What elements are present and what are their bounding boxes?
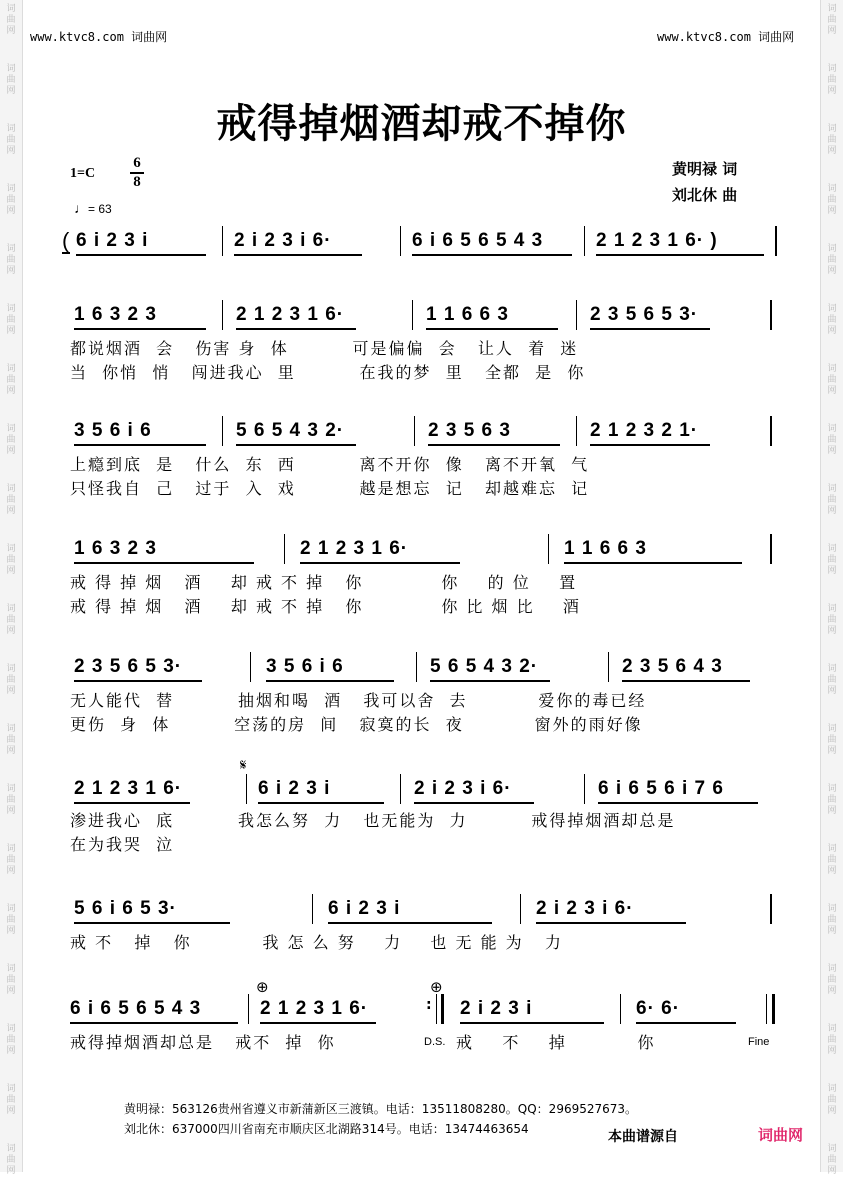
bar-line bbox=[312, 894, 313, 924]
contact-line-composer: 刘北休：637000四川省南充市顺庆区北湖路314号。电话：13474463654 bbox=[124, 1122, 529, 1136]
notation-measure: 6· 6· bbox=[636, 998, 736, 1024]
bar-line bbox=[584, 226, 585, 256]
bar-line bbox=[576, 300, 577, 330]
watermark-text: 词 曲 网 bbox=[6, 604, 16, 636]
bar-line bbox=[222, 226, 223, 256]
watermark-text: 词 曲 网 bbox=[6, 544, 16, 576]
lyric-line-2: 当 你悄 悄 闯进我心 里 在我的梦 里 全都 是 你 bbox=[70, 363, 586, 382]
right-watermark-column bbox=[821, 0, 843, 1176]
segno-icon: 𝄋 bbox=[240, 756, 247, 774]
bar-line bbox=[400, 774, 401, 804]
site-logo[interactable]: 词曲网 bbox=[758, 1126, 804, 1144]
watermark-text: 词 曲 网 bbox=[827, 964, 837, 996]
site-header-right[interactable]: www.ktvc8.com 词曲网 bbox=[657, 30, 795, 44]
lyric-line-ds: 戒 不 掉 你 bbox=[456, 1033, 656, 1052]
watermark-text: 词 曲 网 bbox=[6, 64, 16, 96]
notation-measure: 1 6 3 2 3 bbox=[74, 304, 206, 330]
notation-measure: 2 3 5 6 3 bbox=[428, 420, 560, 446]
bar-line bbox=[766, 994, 767, 1024]
watermark-text: 词 曲 网 bbox=[827, 784, 837, 816]
watermark-text: 词 曲 网 bbox=[827, 1144, 837, 1176]
watermark-text: 词 曲 网 bbox=[6, 724, 16, 756]
bar-line bbox=[246, 774, 247, 804]
watermark-text: 词 曲 网 bbox=[6, 964, 16, 996]
watermark-text: 词 曲 网 bbox=[6, 184, 16, 216]
notation-measure: 2 i 2 3 i 6· bbox=[234, 230, 362, 256]
notation-measure: 2 i 2 3 i 6· bbox=[414, 778, 534, 804]
notation-measure: 2 i 2 3 i bbox=[460, 998, 604, 1024]
watermark-text: 词 曲 网 bbox=[827, 304, 837, 336]
bar-line bbox=[770, 300, 772, 330]
bar-line bbox=[436, 994, 437, 1024]
ds-marking: D.S. bbox=[424, 1036, 446, 1048]
watermark-text: 词 曲 网 bbox=[827, 184, 837, 216]
bar-line bbox=[250, 652, 251, 682]
bar-line bbox=[248, 994, 249, 1024]
watermark-text: 词 曲 网 bbox=[6, 1084, 16, 1116]
time-signature-bottom: 8 bbox=[133, 174, 141, 190]
bar-line bbox=[520, 894, 521, 924]
lyric-line-1: 无人能代 替 抽烟和喝 酒 我可以舍 去 爱你的毒已经 bbox=[70, 691, 647, 710]
watermark-text: 词 曲 网 bbox=[6, 844, 16, 876]
watermark-text: 词 曲 网 bbox=[6, 424, 16, 456]
notation-measure: 6 i 6 5 6 5 4 3 bbox=[70, 998, 238, 1024]
notation-measure: 6 i 2 3 i bbox=[328, 898, 492, 924]
watermark-text: 词 曲 网 bbox=[827, 604, 837, 636]
lyricist-credit: 黄明禄 词 bbox=[672, 160, 738, 178]
time-signature bbox=[130, 156, 144, 190]
lyric-line-1: 戒 得 掉 烟 酒 却 戒 不 掉 你 你 的 位 置 bbox=[70, 573, 578, 592]
notation-measure: 2 3 5 6 5 3· bbox=[590, 304, 710, 330]
bar-line bbox=[412, 300, 413, 330]
intro-paren-open: ( bbox=[62, 228, 71, 253]
lyric-line-1: 戒得掉烟酒却总是 戒不 掉 你 bbox=[70, 1033, 336, 1052]
bar-line bbox=[584, 774, 585, 804]
repeat-dots: : bbox=[426, 997, 432, 1013]
notation-measure: 6 i 6 5 6 i 7 6 bbox=[598, 778, 758, 804]
notation-measure: 2 3 5 6 4 3 bbox=[622, 656, 750, 682]
watermark-text: 词 曲 网 bbox=[827, 904, 837, 936]
watermark-text: 词 曲 网 bbox=[6, 664, 16, 696]
final-bar-line bbox=[772, 994, 775, 1024]
watermark-text: 词 曲 网 bbox=[827, 4, 837, 36]
coda-icon: ⊕ bbox=[256, 978, 269, 996]
bar-line bbox=[620, 994, 621, 1024]
watermark-text: 词 曲 网 bbox=[827, 364, 837, 396]
watermark-text: 词 曲 网 bbox=[827, 124, 837, 156]
bar-line bbox=[548, 534, 549, 564]
watermark-text: 词 曲 网 bbox=[6, 364, 16, 396]
watermark-text: 词 曲 网 bbox=[827, 64, 837, 96]
fine-marking: Fine bbox=[748, 1036, 770, 1048]
bar-line bbox=[284, 534, 285, 564]
notation-measure: 2 1 2 3 1 6· bbox=[74, 778, 190, 804]
contact-line-lyricist: 黄明禄：563126贵州省遵义市新蒲新区三渡镇。电话：13511808280。QQ：2969527673。 bbox=[124, 1102, 638, 1116]
lyric-line-1: 戒 不 掉 你 我 怎 么 努 力 也 无 能 为 力 bbox=[70, 933, 563, 952]
watermark-text: 词 曲 网 bbox=[827, 1084, 837, 1116]
bar-line bbox=[222, 416, 223, 446]
coda-icon: ⊕ bbox=[430, 978, 443, 996]
watermark-text: 词 曲 网 bbox=[6, 244, 16, 276]
bar-line bbox=[608, 652, 609, 682]
watermark-text: 词 曲 网 bbox=[6, 1024, 16, 1056]
notation-measure: 2 1 2 3 2 1· bbox=[590, 420, 710, 446]
bar-line bbox=[222, 300, 223, 330]
watermark-text: 词 曲 网 bbox=[827, 244, 837, 276]
watermark-text: 词 曲 网 bbox=[827, 424, 837, 456]
notation-measure: 2 1 2 3 1 6· bbox=[260, 998, 376, 1024]
bar-line-thick bbox=[441, 994, 444, 1024]
bar-line bbox=[416, 652, 417, 682]
watermark-text: 词 曲 网 bbox=[827, 484, 837, 516]
watermark-text: 词 曲 网 bbox=[827, 544, 837, 576]
watermark-text: 词 曲 网 bbox=[6, 304, 16, 336]
bar-line bbox=[400, 226, 401, 256]
source-label: 本曲谱源自 bbox=[608, 1129, 678, 1145]
notation-measure: 2 1 2 3 1 6· bbox=[300, 538, 460, 564]
bar-line bbox=[770, 894, 772, 924]
notation-measure: 5 6 5 4 3 2· bbox=[236, 420, 356, 446]
lyric-line-2: 只怪我自 己 过于 入 戏 越是想忘 记 却越难忘 记 bbox=[70, 479, 590, 498]
bar-line bbox=[770, 534, 772, 564]
quarter-note-icon: ♩ bbox=[74, 200, 88, 216]
lyric-line-1: 都说烟酒 会 伤害 身 体 可是偏偏 会 让人 着 迷 bbox=[70, 339, 579, 358]
watermark-text: 词 曲 网 bbox=[827, 724, 837, 756]
notation-measure: 2 3 5 6 5 3· bbox=[74, 656, 202, 682]
bar-line bbox=[770, 416, 772, 446]
bar-line bbox=[414, 416, 415, 446]
watermark-text: 词 曲 网 bbox=[827, 844, 837, 876]
watermark-text: 词 曲 网 bbox=[6, 904, 16, 936]
time-signature-top: 6 bbox=[133, 155, 141, 171]
page-title: 戒得掉烟酒却戒不掉你 bbox=[216, 101, 627, 147]
notation-measure: 6 i 2 3 i bbox=[76, 230, 206, 256]
notation-measure: 3 5 6 i 6 bbox=[266, 656, 394, 682]
watermark-text: 词 曲 网 bbox=[827, 664, 837, 696]
lyric-line-1: 上瘾到底 是 什么 东 西 离不开你 像 离不开氧 气 bbox=[70, 455, 590, 474]
notation-measure: 1 1 6 6 3 bbox=[564, 538, 742, 564]
notation-measure: 1 1 6 6 3 bbox=[426, 304, 558, 330]
notation-measure: 5 6 i 6 5 3· bbox=[74, 898, 230, 924]
notation-measure: 2 1 2 3 1 6· bbox=[236, 304, 356, 330]
watermark-text: 词 曲 网 bbox=[6, 784, 16, 816]
bar-line bbox=[775, 226, 777, 256]
tempo-value: = 63 bbox=[88, 202, 112, 216]
notation-measure: 2 i 2 3 i 6· bbox=[536, 898, 686, 924]
site-header-left[interactable]: www.ktvc8.com 词曲网 bbox=[30, 30, 168, 44]
watermark-text: 词 曲 网 bbox=[6, 484, 16, 516]
notation-measure: 5 6 5 4 3 2· bbox=[430, 656, 550, 682]
watermark-text: 词 曲 网 bbox=[6, 4, 16, 36]
lyric-line-2: 戒 得 掉 烟 酒 却 戒 不 掉 你 你 比 烟 比 酒 bbox=[70, 597, 581, 616]
notation-measure: 6 i 2 3 i bbox=[258, 778, 384, 804]
watermark-text: 词 曲 网 bbox=[6, 124, 16, 156]
composer-credit: 刘北休 曲 bbox=[672, 186, 738, 204]
lyric-line-1: 渗进我心 底 我怎么努 力 也无能为 力 戒得掉烟酒却总是 bbox=[70, 811, 676, 830]
watermark-text: 词 曲 网 bbox=[6, 1144, 16, 1176]
lyric-line-2: 更伤 身 体 空荡的房 间 寂寞的长 夜 窗外的雨好像 bbox=[70, 715, 643, 734]
left-watermark-column bbox=[0, 0, 22, 1176]
bar-line bbox=[576, 416, 577, 446]
notation-measure: 1 6 3 2 3 bbox=[74, 538, 254, 564]
lyric-line-2: 在为我哭 泣 bbox=[70, 835, 175, 854]
watermark-text: 词 曲 网 bbox=[827, 1024, 837, 1056]
key-signature: 1=C bbox=[70, 166, 96, 181]
notation-measure: 2 1 2 3 1 6· ) bbox=[596, 230, 764, 256]
notation-measure: 6 i 6 5 6 5 4 3 bbox=[412, 230, 572, 256]
tempo-marking bbox=[74, 200, 112, 216]
notation-measure: 3 5 6 i 6 bbox=[74, 420, 206, 446]
